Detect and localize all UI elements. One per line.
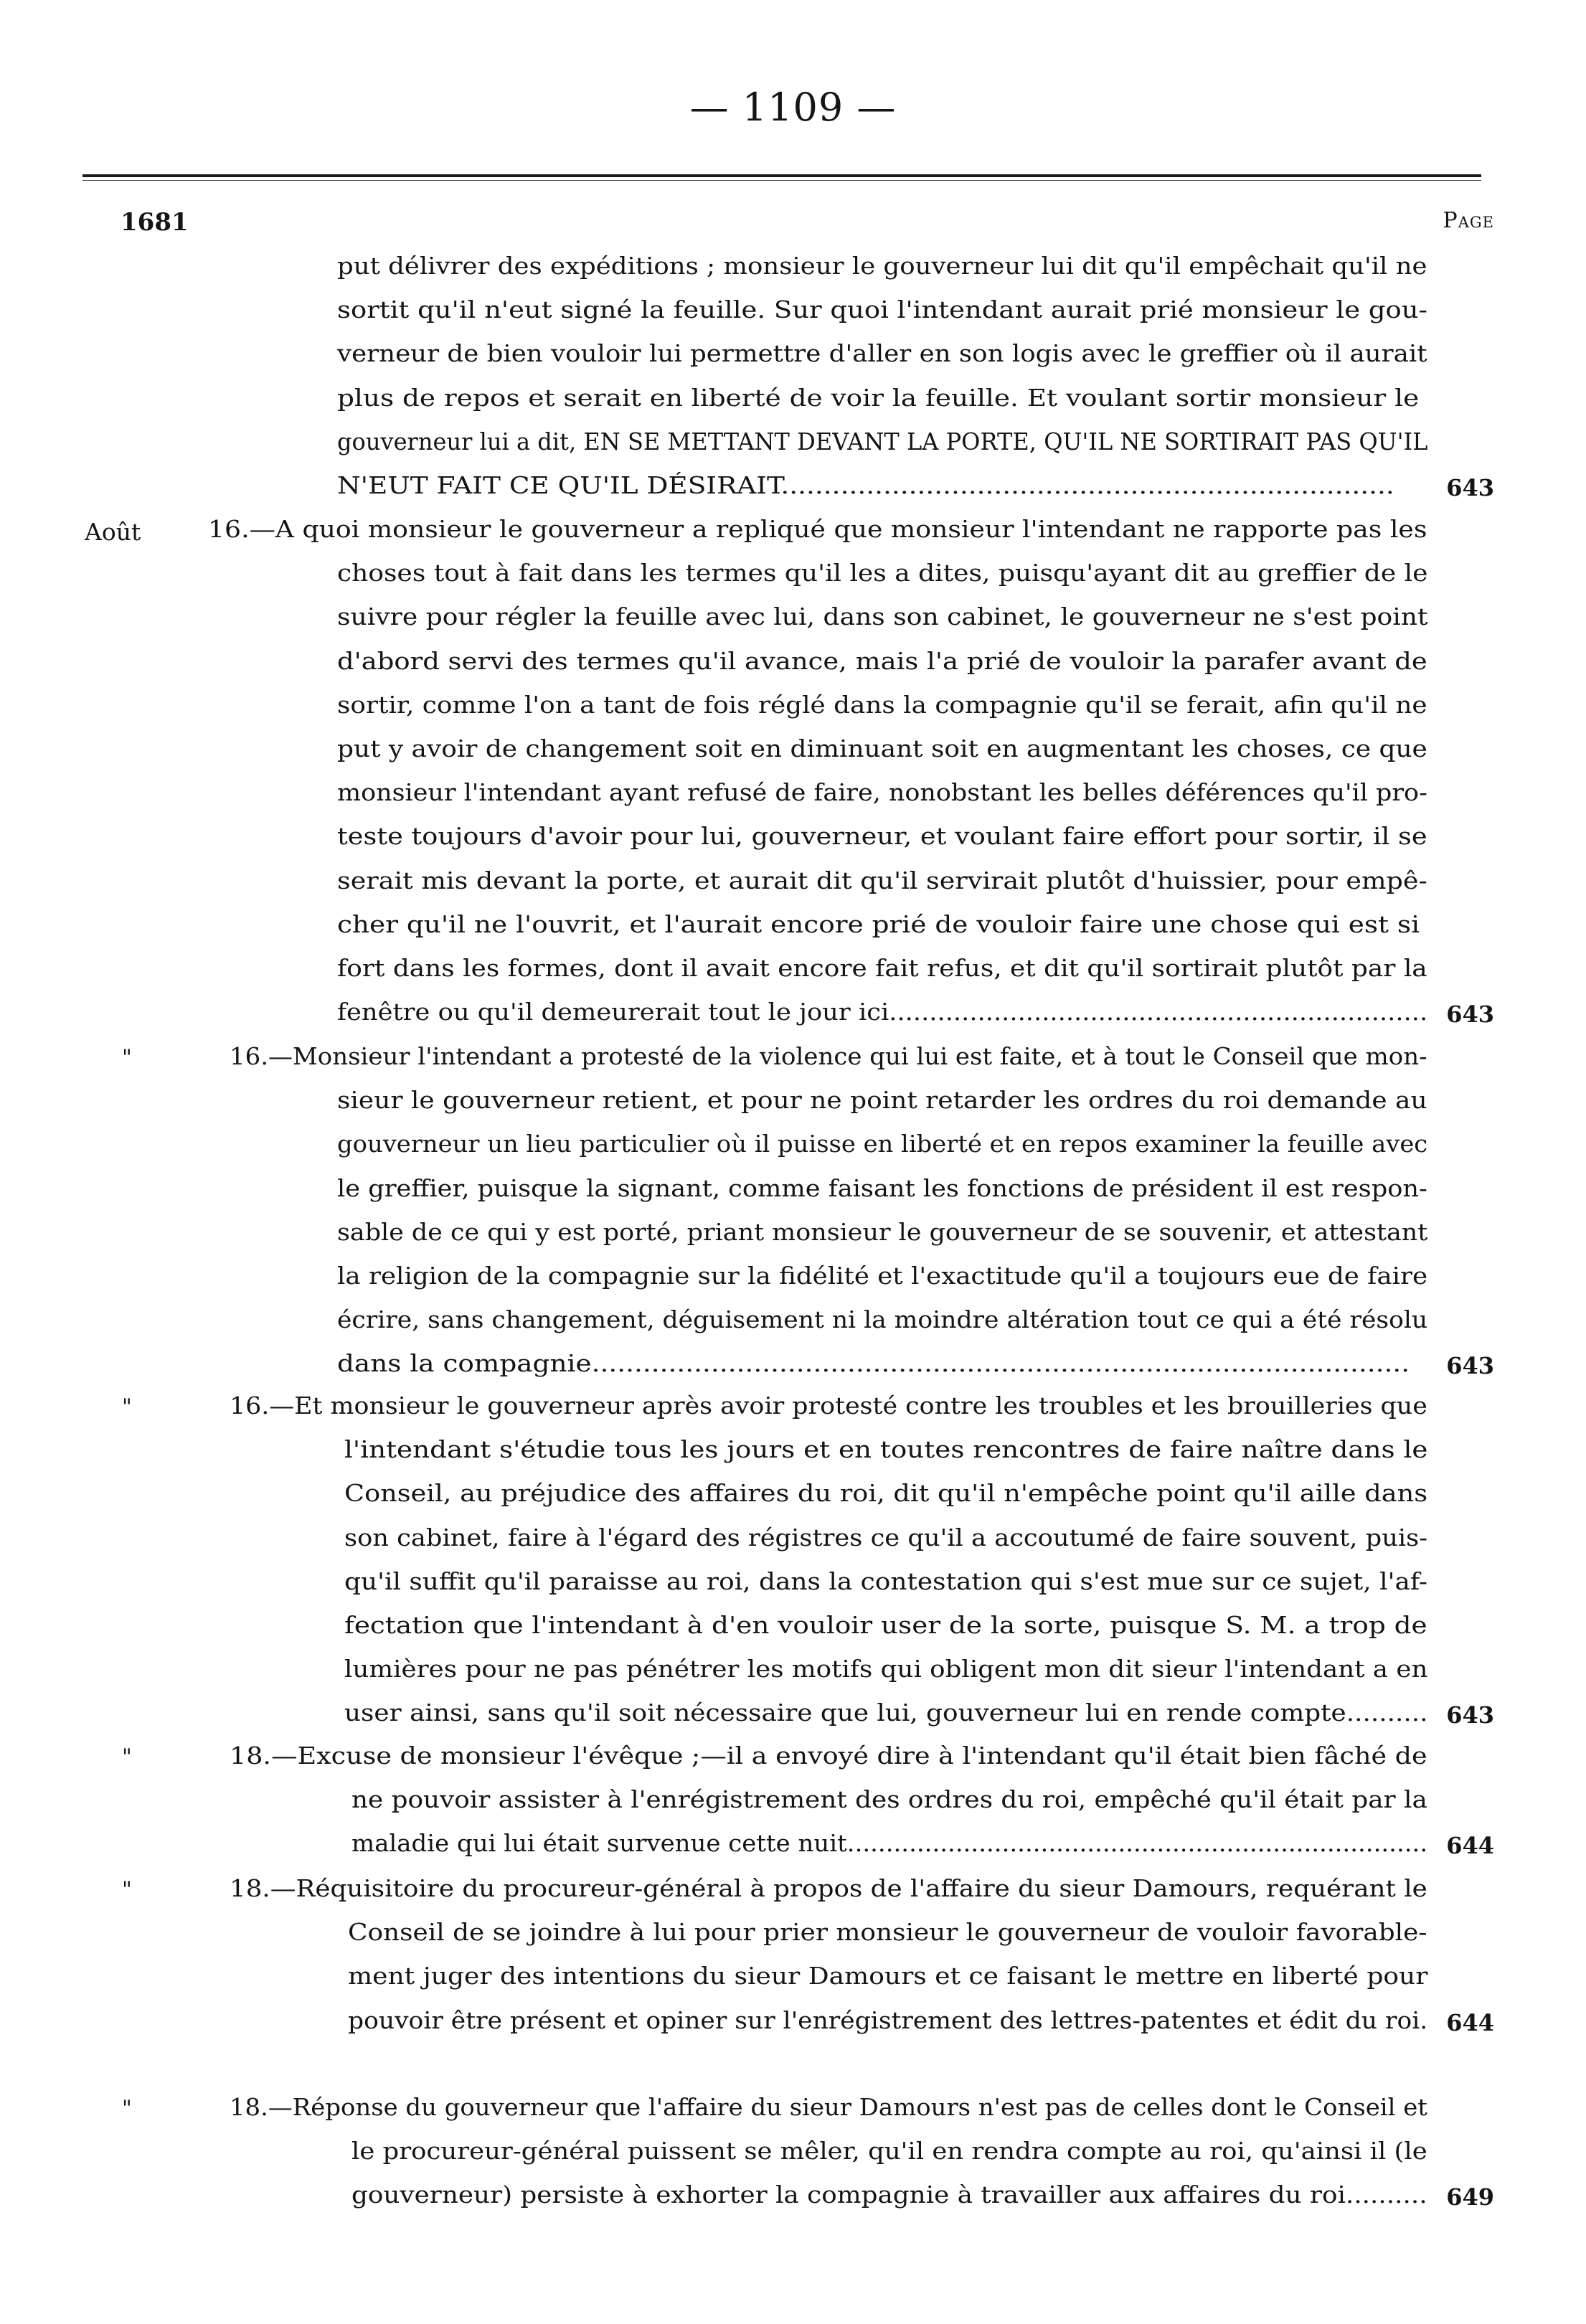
entry-line: suivre pour régler la feuille avec lui, dans son cabinet, le gouverneur ne s'est point	[337, 603, 1428, 631]
page-number: — 1109 —	[689, 85, 897, 130]
year-label: 1681	[121, 208, 189, 237]
ditto-mark: "	[122, 1877, 132, 1902]
entry-line: put y avoir de changement soit en diminuant soit en augmentant les choses, ce que	[337, 735, 1427, 762]
entry-line: N'EUT FAIT CE QU'IL DÉSIRAIT........................................................................	[337, 472, 1394, 499]
month-label: Août	[85, 518, 141, 546]
page-reference: 644	[1446, 1832, 1494, 1860]
ditto-mark: "	[122, 1394, 132, 1420]
ditto-mark: "	[122, 1045, 132, 1070]
entry-line: son cabinet, faire à l'égard des régistres ce qu'il a accoutumé de faire souvent, puis-	[344, 1524, 1428, 1551]
entry-line: l'intendant s'étudie tous les jours et en toutes rencontres de faire naître dans le	[344, 1436, 1428, 1464]
entry-line: Conseil de se joindre à lui pour prier monsieur le gouverneur de vouloir favorable-	[348, 1919, 1427, 1947]
entry-line: sortir, comme l'on a tant de fois réglé dans la compagnie qu'il se ferait, afin qu'il ne	[337, 691, 1427, 719]
entry-line: put délivrer des expéditions ; monsieur le gouverneur lui dit qu'il empêchait qu'il ne	[337, 252, 1427, 280]
entry-line: user ainsi, sans qu'il soit nécessaire que lui, gouverneur lui en rende compte..........	[344, 1699, 1428, 1727]
entry-line: 18.—Réquisitoire du procureur-général à propos de l'affaire du sieur Damours, requérant le	[230, 1875, 1427, 1902]
entry-line: cher qu'il ne l'ouvrit, et l'aurait encore prié de vouloir faire une chose qui est si	[337, 910, 1420, 938]
entry-line: monsieur l'intendant ayant refusé de faire, nonobstant les belles déférences qu'il pro-	[337, 779, 1427, 807]
entry-line: fectation que l'intendant à d'en vouloir user de la sorte, puisque S. M. a trop de	[344, 1612, 1427, 1639]
entry-line: la religion de la compagnie sur la fidélité et l'exactitude qu'il a toujours eue de faire	[337, 1262, 1428, 1290]
entry-line: sortit qu'il n'eut signé la feuille. Sur quoi l'intendant aurait prié monsieur le gou-	[337, 296, 1428, 324]
page-reference: 643	[1446, 1701, 1494, 1729]
page-column-label: Page	[1443, 208, 1494, 233]
entry-line: sable de ce qui y est porté, priant monsieur le gouverneur de se souvenir, et attestant	[337, 1218, 1428, 1246]
entry-line: lumières pour ne pas pénétrer les motifs qui obligent mon dit sieur l'intendant a en	[344, 1655, 1428, 1683]
page-reference: 643	[1446, 474, 1494, 501]
entry-line: Conseil, au préjudice des affaires du roi, dit qu'il n'empêche point qu'il aille dans	[344, 1480, 1428, 1508]
entry-line: ment juger des intentions du sieur Damours et ce faisant le mettre en liberté pour	[348, 1962, 1428, 1990]
entry-line: verneur de bien vouloir lui permettre d'aller en son logis avec le greffier où il aurait	[337, 340, 1427, 368]
entry-line: fenêtre ou qu'il demeurerait tout le jour ici...................................................................	[337, 998, 1428, 1026]
header-rule	[82, 174, 1481, 177]
entry-line: fort dans les formes, dont il avait encore fait refus, et dit qu'il sortirait plutôt par la	[337, 955, 1427, 982]
ditto-mark: "	[122, 1744, 132, 1770]
entry-line: maladie qui lui était survenue cette nuit...........................................................................	[351, 1830, 1428, 1858]
page-reference: 643	[1446, 1001, 1494, 1029]
entry-line: 18.—Réponse du gouverneur que l'affaire du sieur Damours n'est pas de celles dont le Conseil et	[230, 2094, 1427, 2121]
entry-line: 18.—Excuse de monsieur l'évêque ;—il a envoyé dire à l'intendant qu'il était bien fâché de	[230, 1742, 1427, 1770]
entry-line: qu'il suffit qu'il paraisse au roi, dans la contestation qui s'est mue sur ce sujet, l'af-	[344, 1567, 1428, 1595]
header-rule-thin	[82, 180, 1481, 181]
page-reference: 643	[1446, 1352, 1494, 1380]
entry-line: le greffier, puisque la signant, comme faisant les fonctions de président il est respon-	[337, 1174, 1427, 1202]
entry-line: 16.—Et monsieur le gouverneur après avoir protesté contre les troubles et les brouilleries que	[230, 1392, 1427, 1420]
entry-line: sieur le gouverneur retient, et pour ne point retarder les ordres du roi demande au	[337, 1087, 1427, 1115]
entry-line: dans la compagnie................................................................................................	[337, 1350, 1410, 1378]
entry-line: serait mis devant la porte, et aurait dit qu'il servirait plutôt d'huissier, pour empê-	[337, 866, 1427, 894]
entry-line: plus de repos et serait en liberté de voir la feuille. Et voulant sortir monsieur le	[337, 384, 1420, 412]
entry-line: ne pouvoir assister à l'enrégistrement des ordres du roi, empêché qu'il était par la	[351, 1786, 1427, 1814]
entry-line: écrire, sans changement, déguisement ni la moindre altération tout ce qui a été résolu	[337, 1306, 1428, 1334]
page-reference: 644	[1446, 2008, 1494, 2036]
entry-line: 16.—Monsieur l'intendant a protesté de la violence qui lui est faite, et à tout le Conseil que mon-	[230, 1043, 1427, 1070]
ditto-mark: "	[122, 2096, 132, 2121]
entry-line: teste toujours d'avoir pour lui, gouverneur, et voulant faire effort pour sortir, il se	[337, 823, 1427, 851]
entry-line: pouvoir être présent et opiner sur l'enrégistrement des lettres-patentes et édit du roi.	[348, 2006, 1428, 2034]
entry-line: choses tout à fait dans les termes qu'il les a dites, puisqu'ayant dit au greffier de le	[337, 559, 1428, 587]
entry-line: d'abord servi des termes qu'il avance, mais l'a prié de vouloir la parafer avant de	[337, 647, 1427, 675]
entry-line: gouverneur lui a dit, EN SE METTANT DEVANT LA PORTE, QU'IL NE SORTIRAIT PAS QU'IL	[337, 428, 1428, 455]
entry-line: le procureur-général puissent se mêler, qu'il en rendra compte au roi, qu'ainsi il (le	[351, 2138, 1427, 2165]
page-reference: 649	[1446, 2183, 1494, 2211]
entry-line: 16.—A quoi monsieur le gouverneur a repliqué que monsieur l'intendant ne rapporte pas les	[208, 516, 1427, 543]
entry-line: gouverneur) persiste à exhorter la compagnie à travailler aux affaires du roi..........	[351, 2181, 1427, 2209]
entry-line: gouverneur un lieu particulier où il puisse en liberté et en repos examiner la feuille avec	[337, 1130, 1428, 1158]
